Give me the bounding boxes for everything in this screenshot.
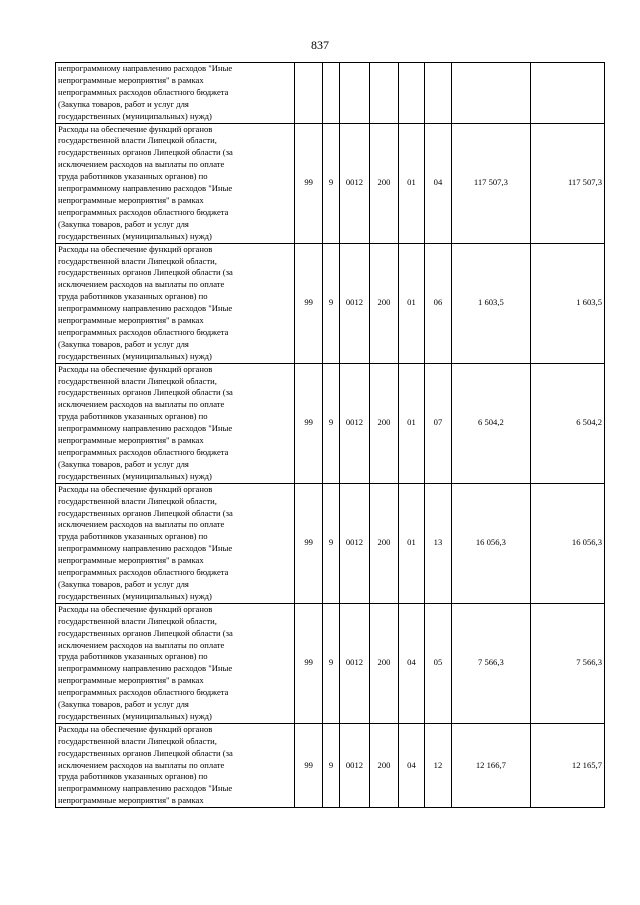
cell-code-2: 9 — [322, 723, 339, 807]
cell-section: 04 — [399, 723, 424, 807]
cell-amount-1: 12 166,7 — [452, 723, 530, 807]
cell-amount-2: 12 165,7 — [530, 723, 604, 807]
cell-code-4 — [369, 63, 399, 124]
cell-code-1: 99 — [295, 723, 323, 807]
cell-section: 01 — [399, 483, 424, 603]
cell-code-4: 200 — [369, 603, 399, 723]
cell-code-1: 99 — [295, 243, 323, 363]
cell-code-4: 200 — [369, 123, 399, 243]
page-number: 837 — [311, 38, 329, 52]
cell-section: 01 — [399, 363, 424, 483]
row-description: Расходы на обеспечение функций органов государственной власти Липецкой области, государственных органов Липецкой области (за исключением расходов на выплаты по оплате труда работников указанных органов) по непрограммному направлению расходов "Иные непрограммные мероприятия" в рамках непрограммных расходов областного бюджета (Закупка товаров, работ и услуг для государственных (муниципальных) нужд) — [56, 603, 295, 723]
cell-amount-2 — [530, 63, 604, 124]
cell-amount-2: 1 603,5 — [530, 243, 604, 363]
table-row — [56, 363, 605, 483]
cell-code-3 — [340, 63, 370, 124]
row-description: Расходы на обеспечение функций органов государственной власти Липецкой области, государственных органов Липецкой области (за исключением расходов на выплаты по оплате труда работников указанных органов) по непрограммному направлению расходов "Иные непрограммные мероприятия" в рамках непрограммных расходов областного бюджета (Закупка товаров, работ и услуг для государственных (муниципальных) нужд) — [56, 243, 295, 363]
table-row — [56, 603, 605, 723]
cell-code-3: 0012 — [340, 363, 370, 483]
row-description: Расходы на обеспечение функций органов государственной власти Липецкой области, государственных органов Липецкой области (за исключением расходов на выплаты по оплате труда работников указанных органов) по непрограммному направлению расходов "Иные непрограммные мероприятия" в рамках непрограммных расходов областного бюджета (Закупка товаров, работ и услуг для государственных (муниципальных) нужд) — [56, 123, 295, 243]
cell-amount-2: 6 504,2 — [530, 363, 604, 483]
cell-code-4: 200 — [369, 723, 399, 807]
cell-section: 01 — [399, 123, 424, 243]
table-row — [56, 483, 605, 603]
cell-code-4: 200 — [369, 363, 399, 483]
cell-amount-1: 16 056,3 — [452, 483, 530, 603]
table-row — [56, 123, 605, 243]
cell-amount-1: 7 566,3 — [452, 603, 530, 723]
cell-code-4: 200 — [369, 243, 399, 363]
cell-code-3: 0012 — [340, 123, 370, 243]
row-description: Расходы на обеспечение функций органов государственной власти Липецкой области, государственных органов Липецкой области (за исключением расходов на выплаты по оплате труда работников указанных органов) по непрограммному направлению расходов "Иные непрограммные мероприятия" в рамках — [56, 723, 295, 807]
cell-code-2: 9 — [322, 243, 339, 363]
budget-table — [55, 62, 605, 808]
cell-amount-1: 6 504,2 — [452, 363, 530, 483]
cell-code-2: 9 — [322, 363, 339, 483]
table-row — [56, 723, 605, 807]
table-row — [56, 243, 605, 363]
cell-amount-2: 7 566,3 — [530, 603, 604, 723]
cell-code-2: 9 — [322, 603, 339, 723]
cell-amount-2: 117 507,3 — [530, 123, 604, 243]
cell-code-1: 99 — [295, 363, 323, 483]
cell-code-1: 99 — [295, 483, 323, 603]
cell-section: 04 — [399, 603, 424, 723]
cell-amount-1 — [452, 63, 530, 124]
cell-amount-1: 117 507,3 — [452, 123, 530, 243]
cell-subsection: 13 — [424, 483, 452, 603]
cell-subsection: 12 — [424, 723, 452, 807]
row-description: Расходы на обеспечение функций органов государственной власти Липецкой области, государственных органов Липецкой области (за исключением расходов на выплаты по оплате труда работников указанных органов) по непрограммному направлению расходов "Иные непрограммные мероприятия" в рамках непрограммных расходов областного бюджета (Закупка товаров, работ и услуг для государственных (муниципальных) нужд) — [56, 363, 295, 483]
cell-amount-2: 16 056,3 — [530, 483, 604, 603]
cell-code-3: 0012 — [340, 723, 370, 807]
cell-code-1: 99 — [295, 603, 323, 723]
cell-code-2 — [322, 63, 339, 124]
cell-code-2: 9 — [322, 483, 339, 603]
cell-code-3: 0012 — [340, 243, 370, 363]
cell-code-1 — [295, 63, 323, 124]
cell-subsection: 05 — [424, 603, 452, 723]
cell-code-3: 0012 — [340, 483, 370, 603]
cell-subsection: 07 — [424, 363, 452, 483]
cell-subsection: 06 — [424, 243, 452, 363]
row-description: непрограммному направлению расходов "Иные непрограммные мероприятия" в рамках непрограммных расходов областного бюджета (Закупка товаров, работ и услуг для государственных (муниципальных) нужд) — [56, 63, 295, 124]
cell-subsection: 04 — [424, 123, 452, 243]
cell-subsection — [424, 63, 452, 124]
cell-code-2: 9 — [322, 123, 339, 243]
cell-amount-1: 1 603,5 — [452, 243, 530, 363]
table-row — [56, 63, 605, 124]
cell-code-3: 0012 — [340, 603, 370, 723]
cell-code-1: 99 — [295, 123, 323, 243]
cell-section: 01 — [399, 243, 424, 363]
cell-code-4: 200 — [369, 483, 399, 603]
row-description: Расходы на обеспечение функций органов государственной власти Липецкой области, государственных органов Липецкой области (за исключением расходов на выплаты по оплате труда работников указанных органов) по непрограммному направлению расходов "Иные непрограммные мероприятия" в рамках непрограммных расходов областного бюджета (Закупка товаров, работ и услуг для государственных (муниципальных) нужд) — [56, 483, 295, 603]
cell-section — [399, 63, 424, 124]
